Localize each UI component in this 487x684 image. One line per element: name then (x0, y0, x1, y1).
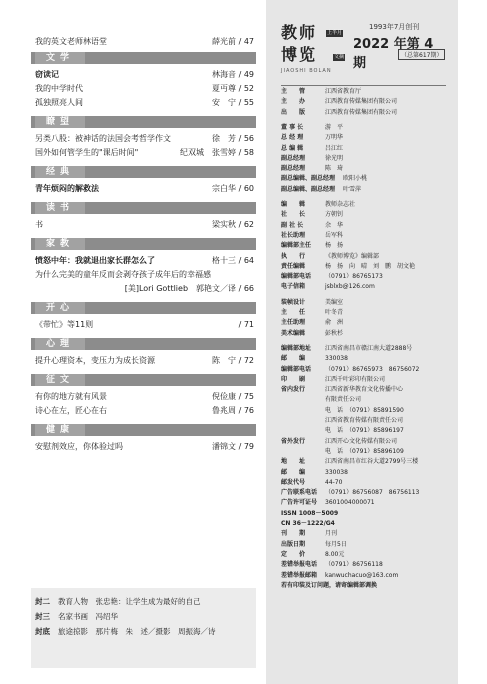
table-of-contents (31, 28, 256, 662)
entry-page: / 64 (238, 256, 254, 265)
entry-page: / 71 (238, 320, 254, 329)
info-value: （0791）86765973 86756072 (325, 365, 420, 373)
section-title: 健康 (35, 424, 85, 436)
info-row (281, 98, 398, 106)
info-row (281, 319, 344, 327)
title-spelling: JIAOSHI BOLAN (281, 68, 332, 74)
entry-page: / 66 (238, 284, 254, 293)
entry-author-page (239, 319, 254, 330)
info-row (281, 298, 344, 307)
section-title: 瞭望 (35, 116, 85, 128)
entry-author-page (212, 83, 254, 94)
info-row (281, 375, 386, 384)
entry-title: 孤独照亮人间 (35, 98, 83, 107)
info-label: 副总编辑、副总经理 (281, 175, 336, 183)
entry-author: 纪双城 张雪婷 (180, 148, 237, 157)
section-header (31, 424, 256, 436)
info-value: （0791）86756118 (325, 561, 383, 569)
info-row (281, 458, 419, 466)
info-value: 欧阳小桃 (343, 175, 368, 183)
info-label: 执 行 (281, 252, 306, 260)
info-label: 编辑部电话 (281, 365, 312, 373)
info-row (281, 123, 344, 132)
info-value: 叶雪萍 (343, 185, 362, 193)
entry-title: 我的中学时代 (35, 84, 83, 93)
info-value: 吕江红 (325, 144, 344, 152)
info-value: 电 话 （0791）85891590 (325, 406, 404, 414)
info-value: 陈 琦 (325, 165, 344, 173)
info-label: 董 事 长 (281, 123, 304, 131)
info-row (281, 499, 375, 507)
info-row (281, 108, 398, 117)
info-label: 省内发行 (281, 386, 306, 394)
entry-page: / 56 (238, 134, 254, 143)
issue-number: 2022 年第 4 期 (353, 37, 434, 71)
entry-title: 有你的地方就有风景 (35, 392, 107, 401)
info-row (281, 365, 420, 374)
magazine-masthead (281, 20, 446, 75)
info-row (281, 88, 362, 96)
cover-label: 封二 (35, 597, 50, 606)
entry-page: / 62 (238, 220, 254, 229)
edition-badge-digest: 文摘 (334, 54, 345, 60)
info-label: 副总经理 (281, 154, 306, 162)
info-label: 定 价 (281, 550, 306, 558)
entry-page: / 76 (238, 406, 254, 415)
entry-author-page (212, 441, 254, 452)
info-label: 装帧设计 (281, 298, 306, 306)
info-label: 编辑部电话 (281, 273, 312, 281)
info-row (281, 144, 344, 153)
info-row (281, 386, 404, 394)
cover-text: 名家书画 冯绍华 (58, 612, 118, 621)
info-value: 电 话 （0791）85896197 (325, 427, 404, 435)
entry-author: 格十三 (212, 256, 237, 265)
info-label: 若有印装及订问题，请寄编辑部调换 (281, 581, 378, 589)
info-row (281, 283, 375, 291)
entry-page: / 47 (238, 37, 254, 46)
entry-author-page (212, 69, 254, 80)
entry-title: 安慰剂效应，你体验过吗 (35, 442, 123, 451)
info-value: 杨 扬 向 晴 刘 鹏 胡文艳 (325, 262, 416, 270)
info-row (281, 201, 356, 209)
entry-title: 为什么完美的童年反而会剥夺孩子成年后的幸福感 (35, 270, 211, 279)
info-label: 编 辑 (281, 201, 306, 208)
info-label: 出版日期 (281, 540, 306, 548)
info-value: 余 华 (325, 221, 344, 229)
info-value: 彭秋杉 (325, 329, 344, 337)
info-label: 差错举报电话 (281, 561, 318, 569)
cover-text: 旅途掠影 那片梅 朱 述／摄影 周振海／诗 (58, 627, 216, 636)
magazine-title-line-2: 博览 (281, 45, 318, 64)
info-row (281, 165, 344, 173)
entry-title: 愤怒中年：我就退出家长群怎么了 (35, 256, 155, 265)
info-row (281, 344, 413, 353)
info-value: 电 话 （0791）85896109 (325, 447, 404, 455)
magazine-title-line-1: 教师 (281, 23, 318, 42)
info-value: 江西省教育厅 (325, 88, 362, 95)
info-row (281, 550, 345, 559)
info-row (281, 540, 347, 549)
section-title: 文学 (35, 52, 85, 64)
info-row (281, 273, 383, 281)
info-row (281, 355, 348, 363)
entry-author: 林海音 (212, 70, 237, 79)
entry-page: / 52 (238, 84, 254, 93)
info-label: 广告联系电话 (281, 489, 318, 497)
info-value: 方朝钊 (325, 211, 344, 219)
info-value: 万明华 (325, 134, 344, 142)
info-label: 主 任 (281, 309, 306, 316)
section-title: 经典 (35, 166, 85, 178)
info-row (281, 252, 380, 261)
info-label: 副 社 长 (281, 221, 304, 229)
info-row (281, 437, 398, 446)
info-row (281, 154, 344, 163)
info-label: 差错举报邮箱 (281, 571, 318, 579)
info-value: 月刊 (325, 530, 338, 538)
info-value: 美编室 (325, 298, 344, 306)
section-title: 读书 (35, 202, 85, 214)
section-header (31, 52, 256, 64)
info-value: 江西千叶彩印有限公司 (325, 375, 386, 383)
entry-author-page (212, 255, 254, 266)
info-label: 邮发代号 (281, 478, 306, 486)
entry-author-page (212, 36, 254, 47)
entry-author: [美]Lori Gottlieb 郭艳文／译 (124, 284, 237, 293)
info-label: 主 办 (281, 98, 306, 106)
info-value: 江西省教育传媒有限责任公司 (325, 417, 404, 424)
info-row (281, 530, 338, 538)
info-row (281, 329, 344, 338)
info-row (281, 489, 420, 497)
entry-title: 书 (35, 220, 43, 229)
section-title: 家教 (35, 238, 85, 250)
info-value: 教师杂志社 (325, 201, 356, 208)
info-value: 8.00元 (325, 550, 345, 558)
info-row (281, 185, 362, 194)
section-header (31, 302, 256, 314)
info-label: 邮 编 (281, 468, 306, 476)
cover-text: 教育人物 张忠艳：让学生成为最好的自己 (58, 597, 201, 606)
info-label: 主任助理 (281, 319, 306, 327)
info-row (281, 231, 344, 240)
covers-box (31, 588, 256, 668)
info-row (281, 134, 344, 142)
info-value: 330038 (325, 355, 348, 363)
entry-author: 潘锦文 (212, 442, 237, 451)
info-value: 3601004000071 (325, 499, 375, 507)
info-value: 俞 洲 (325, 319, 344, 327)
entry-author-page (212, 183, 254, 194)
info-value: 江西省新华教育文化传播中心 (325, 386, 404, 394)
info-value: 徐光明 (325, 154, 344, 162)
entry-author-page (180, 147, 254, 158)
section-header (31, 166, 256, 178)
info-label: 广告许可证号 (281, 499, 318, 507)
section-title: 心理 (35, 338, 85, 350)
cover-label: 封三 (35, 612, 50, 621)
info-label: 印 刷 (281, 375, 306, 383)
entry-author: 安 宁 (212, 98, 237, 107)
section-header (31, 202, 256, 214)
info-label: 省外发行 (281, 437, 306, 445)
info-value: 江西教育传媒集团有限公司 (325, 108, 398, 116)
info-row (281, 242, 344, 250)
entry-author: 宗白华 (212, 184, 237, 193)
entry-author: 鲁兆周 (212, 406, 237, 415)
info-label: 美术编辑 (281, 329, 306, 337)
entry-title: 我的英文老师林语堂 (35, 37, 107, 46)
entry-author-page (125, 283, 254, 294)
edition-badge: 上半月 (327, 30, 343, 36)
entry-page: / 58 (238, 148, 254, 157)
entry-author: 徐 芳 (212, 134, 237, 143)
info-row (281, 221, 344, 230)
entry-author: 陈 宁 (212, 356, 237, 365)
info-label: 编辑部地址 (281, 344, 312, 352)
entry-page: / 72 (238, 356, 254, 365)
info-value: kanwuchacuo@163.com (325, 571, 399, 579)
entry-author-page (212, 133, 254, 144)
info-value: 游 平 (325, 123, 344, 131)
info-row (281, 175, 368, 183)
entry-title: 国外如何管学生的"课后时间" (35, 148, 139, 157)
cover-line (35, 611, 118, 622)
entry-author-page (212, 219, 254, 230)
info-value: 每月5日 (325, 540, 347, 548)
cover-label: 封底 (35, 627, 50, 636)
info-value: 江西省南昌市赣江南大道2888号 (325, 344, 413, 352)
entry-title: 另类八股：被神话的法国会考哲学作文 (35, 134, 171, 143)
section-header (31, 374, 256, 386)
section-header (31, 238, 256, 250)
entry-title: 青年烦闷的解救法 (35, 184, 99, 193)
info-label: 总 经 理 (281, 134, 304, 142)
entry-page: / 49 (238, 70, 254, 79)
info-label: 总 编 辑 (281, 144, 304, 152)
entry-page: / 60 (238, 184, 254, 193)
info-value: 叶冬青 (325, 309, 344, 316)
entry-author-page (212, 355, 254, 366)
info-value: 44-70 (325, 478, 343, 486)
entry-title: 窃读记 (35, 70, 59, 79)
info-label: 副总经理 (281, 165, 306, 173)
info-row (281, 510, 338, 518)
cover-line (35, 626, 216, 637)
entry-author: 夏丏尊 (212, 84, 237, 93)
entry-author: 倪俭康 (212, 392, 237, 401)
info-value: 江西省南昌市红谷大道2799号三楼 (325, 458, 419, 466)
masthead-divider (281, 85, 446, 86)
info-label: 社 长 (281, 211, 306, 219)
info-row (281, 478, 343, 487)
info-row (281, 571, 399, 580)
info-row (281, 561, 383, 569)
info-value: 江西开心文化传媒有限公司 (325, 437, 398, 445)
info-label: 电子信箱 (281, 283, 306, 291)
founded-date: 1993年7月创刊 (369, 23, 420, 31)
info-value: 杨 扬 (325, 242, 344, 250)
entry-author-page (212, 391, 254, 402)
entry-author: 梁实秋 (212, 220, 237, 229)
info-row (281, 262, 416, 271)
info-row (281, 211, 344, 219)
entry-title: 诗心在左，匠心在右 (35, 406, 107, 415)
section-header (31, 116, 256, 128)
info-value: 330038 (325, 468, 348, 476)
entry-title: 提升心理资本，变压力为成长资源 (35, 356, 155, 365)
masthead-panel (266, 0, 458, 684)
info-value: 有限责任公司 (325, 396, 362, 404)
info-label: CN 36－1222/G4 (281, 520, 335, 527)
info-value: 岳军科 (325, 231, 344, 239)
info-label: 出 版 (281, 108, 306, 116)
info-label: 责任编辑 (281, 262, 306, 270)
info-value: （0791）86756087 86756113 (325, 489, 420, 497)
info-value: （0791）86765173 (325, 273, 383, 281)
entry-page: / 55 (238, 98, 254, 107)
info-label: 地 址 (281, 458, 306, 466)
cover-line (35, 596, 201, 607)
info-row (281, 582, 377, 590)
section-header (31, 338, 256, 350)
info-label: 社长助理 (281, 231, 306, 239)
info-label: 编辑部主任 (281, 242, 312, 250)
entry-author: 薛光前 (212, 37, 237, 46)
entry-page: / 75 (238, 392, 254, 401)
info-value: 《教师博览》编辑部 (325, 252, 380, 260)
entry-title: 《带忙》等11则 (35, 320, 94, 329)
entry-author-page (212, 405, 254, 416)
info-label: 副总编辑、副总经理 (281, 185, 336, 193)
info-label: 刊 期 (281, 530, 306, 538)
info-value: jsblxb@126.com (325, 283, 375, 291)
info-label: ISSN 1008－5009 (281, 509, 339, 517)
info-row (281, 520, 335, 528)
info-row (281, 468, 348, 477)
info-value: 江西教育传媒集团有限公司 (325, 98, 398, 106)
info-row (281, 309, 344, 317)
info-label: 邮 编 (281, 355, 306, 363)
entry-page: / 79 (238, 442, 254, 451)
section-title: 开心 (35, 302, 85, 314)
section-title: 征文 (35, 374, 85, 386)
total-issue: （总第617期） (398, 49, 445, 60)
info-label: 主 管 (281, 88, 306, 95)
entry-author-page (212, 97, 254, 108)
